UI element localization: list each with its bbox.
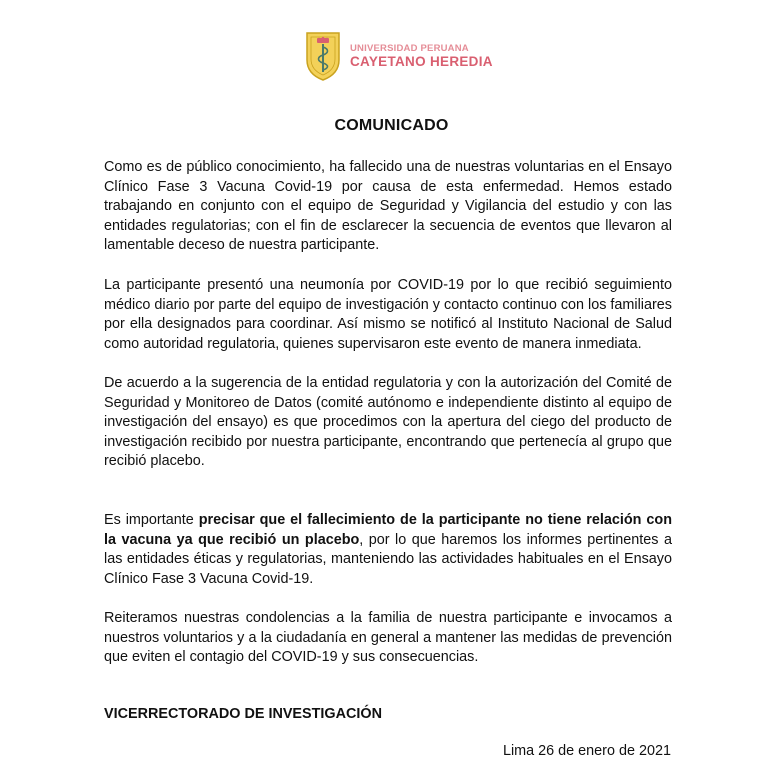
- university-seal-icon: [304, 30, 342, 82]
- page-title: COMUNICADO: [334, 117, 449, 134]
- paragraph-5: Reiteramos nuestras condolencias a la familia de nuestra participante e invocamos a nuestros voluntarios y a la ciudadanía en general a mantener las medidas de prevención que eviten el contagio del COVID-19 y sus consecuencias.: [104, 610, 672, 665]
- paragraph-4: [104, 511, 672, 589]
- logo-university-label: UNIVERSIDAD PERUANA: [350, 43, 469, 54]
- paragraph-1: Como es de público conocimiento, ha fallecido una de nuestras voluntarias en el Ensayo Clínico Fase 3 Vacuna Covid-19 por causa de esta enfermedad. Hemos estado trabajando en conjunto con el equipo de Seguridad y Vigilancia del estudio y con las entidades regulatorias; con el fin de esclarecer la secuencia de eventos que llevaron al lamentable deceso de nuestra participante.: [104, 159, 672, 253]
- document-date: Lima 26 de enero de 2021: [502, 743, 671, 759]
- paragraph-2: La participante presentó una neumonía por COVID-19 por lo que recibió seguimiento médico diario por parte del equipo de investigación y contacto continuo con los familiares por ella designados para coordinar. Así mismo se notificó al Instituto Nacional de Salud como autoridad regulatoria, quienes supervisaron este evento de manera inmediata.: [104, 277, 672, 352]
- paragraph-4-emphasis: precisar que el fallecimiento de la participante no tiene relación con la vacuna ya que recibió un placebo: [104, 512, 673, 548]
- university-logo: [304, 30, 493, 82]
- signature: VICERRECTORADO DE INVESTIGACIÓN: [104, 706, 382, 722]
- paragraph-4-rest: , por lo que haremos los informes pertinentes a las entidades éticas y regulatorias, manteniendo las actividades habituales en el Ensayo Clínico Fase 3 Vacuna Covid-19.: [104, 531, 672, 587]
- paragraph-4-intro: Es importante: [104, 512, 199, 528]
- logo-university-name: CAYETANO HEREDIA: [350, 54, 493, 69]
- paragraph-3: De acuerdo a la sugerencia de la entidad regulatoria y con la autorización del Comité de Seguridad y Monitoreo de Datos (comité autónomo e independiente distinto al equipo de investigación del ensayo) es que procedimos con la apertura del ciego del producto de investigación recibido por nuestra participante, encontrando que pertenecía al grupo que recibió placebo.: [104, 375, 672, 469]
